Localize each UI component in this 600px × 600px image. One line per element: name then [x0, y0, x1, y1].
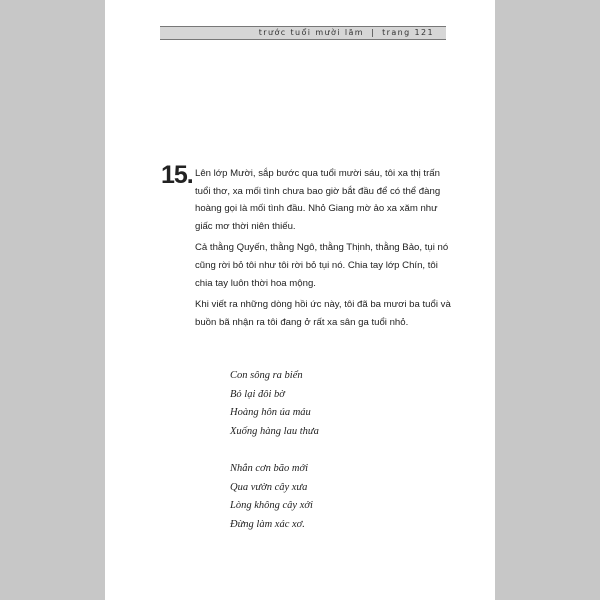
poem-line: Con sông ra biển — [230, 370, 303, 381]
poem-line: Nhắn cơn bão mới — [230, 462, 308, 474]
paragraph-2: Cả thằng Quyến, thằng Ngô, thằng Thịnh, thằng Bảo, tụi nó cũng rời bỏ tôi như tôi rời bỏ tụi nó. Chia tay lớp Chín, tôi chia tay luôn thời hoa mộng. — [195, 242, 449, 289]
poem-line: Lòng không cây xởi — [230, 500, 313, 512]
poem-stanza-2 — [230, 460, 319, 534]
poem-stanza-1 — [230, 367, 319, 441]
poem-line: Qua vườn cây xưa — [230, 481, 308, 493]
poem-line: Hoàng hôn úa máu — [230, 407, 311, 419]
poem — [230, 367, 319, 553]
book-title: trước tuổi mười lăm — [258, 28, 364, 37]
running-header — [160, 26, 446, 40]
poem-line: Đừng làm xác xơ. — [230, 518, 305, 530]
page-label: trang 121 — [382, 28, 434, 37]
chapter-number: 15. — [161, 161, 193, 189]
poem-line: Bỏ lại đôi bờ — [230, 388, 285, 400]
header-separator: | — [371, 28, 376, 37]
paragraph-3: Khi viết ra những dòng hồi ức này, tôi đã ba mươi ba tuổi và buồn bã nhận ra tôi đang ở rất xa sân ga tuổi nhỏ. — [195, 299, 451, 328]
header-text — [259, 27, 434, 39]
poem-line: Xuống hàng lau thưa — [230, 425, 319, 437]
paragraph-1: Lên lớp Mười, sắp bước qua tuổi mười sáu, tôi xa thị trấn tuổi thơ, xa mối tình chưa bao giờ bắt đầu để có thể đàng hoàng gọi là mối tình đầu. Nhỏ Giang mờ ảo xa xăm như giấc mơ thời niên thiếu. — [195, 168, 441, 232]
body-text — [195, 165, 453, 335]
book-page — [105, 0, 495, 600]
